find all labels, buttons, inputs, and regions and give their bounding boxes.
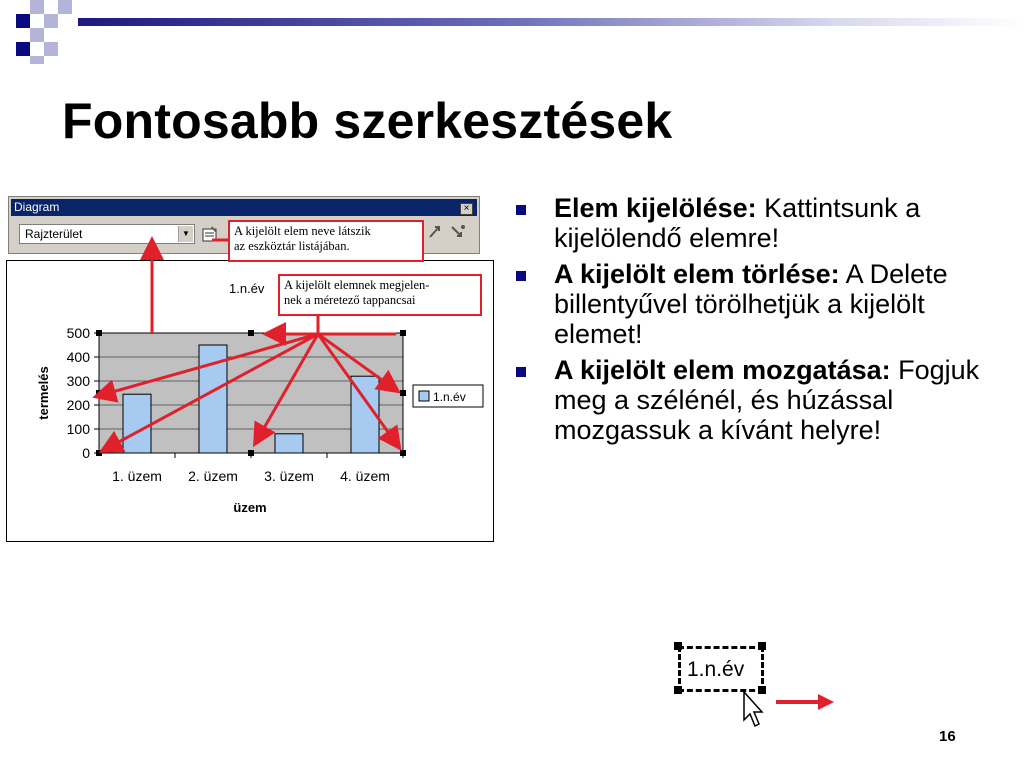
- decor-square-2: [30, 0, 44, 14]
- y-tick-label: 300: [66, 373, 90, 389]
- chart-title: 1.n.év: [229, 281, 265, 296]
- bullet-icon: [516, 271, 526, 281]
- callout-line: A kijelölt elemnek megjelen-: [284, 278, 430, 292]
- format-properties-button[interactable]: [199, 223, 221, 245]
- selection-handle[interactable]: [96, 390, 102, 396]
- bullet-text: Fogjuk meg a szélénél, és húzással mozgassuk a kívánt helyre!: [554, 355, 980, 445]
- list-item: [514, 259, 994, 349]
- selection-handle[interactable]: [248, 330, 254, 336]
- mouse-pointer-icon: [744, 692, 762, 726]
- bar[interactable]: [275, 434, 303, 453]
- handles-callout: [278, 274, 482, 316]
- x-tick-label: 2. üzem: [188, 468, 238, 484]
- bullet-icon: [516, 205, 526, 215]
- decor-square-4: [58, 0, 72, 14]
- chart-object-combo[interactable]: [19, 224, 195, 244]
- selection-handle[interactable]: [400, 450, 406, 456]
- selection-handle[interactable]: [96, 450, 102, 456]
- decor-square-3: [44, 14, 58, 28]
- toolbar-list-callout: [228, 220, 424, 262]
- x-tick-label: 1. üzem: [112, 468, 162, 484]
- list-item: [514, 193, 994, 253]
- list-item: [514, 355, 994, 445]
- y-tick-label: 200: [66, 397, 90, 413]
- selection-handle[interactable]: [400, 390, 406, 396]
- bullet-icon: [516, 367, 526, 377]
- decor-square-5: [30, 28, 44, 42]
- decor-square-7: [44, 42, 58, 56]
- decor-square-1: [16, 14, 30, 28]
- x-tick-label: 3. üzem: [264, 468, 314, 484]
- bullet-text: A Delete billentyűvel törölhetjük a kijelölt elemet!: [554, 259, 948, 349]
- callout-line: nek a méretező tappancsai: [284, 293, 416, 307]
- drag-label: 1.n.év: [687, 658, 745, 681]
- angle-text-icon[interactable]: [427, 223, 443, 245]
- selection-handle[interactable]: [248, 450, 254, 456]
- page-number: 16: [939, 728, 956, 745]
- toolbar-titlebar[interactable]: [11, 199, 477, 216]
- slide-title: Fontosabb szerkesztések: [62, 93, 673, 149]
- bullet-text: Kattintsunk a kijelölendő elemre!: [554, 193, 921, 253]
- y-axis-label: termelés: [36, 366, 51, 420]
- chevron-down-icon[interactable]: ▼: [178, 226, 193, 242]
- y-tick-label: 0: [82, 445, 90, 461]
- x-axis-label: üzem: [233, 500, 267, 515]
- bullet-heading: Elem kijelölése:: [554, 193, 757, 223]
- cursor-and-arrow: [672, 640, 842, 730]
- bar[interactable]: [351, 376, 379, 453]
- bullet-heading: A kijelölt elem törlése:: [554, 259, 840, 289]
- bullet-list: [514, 193, 994, 451]
- y-tick-label: 400: [66, 349, 90, 365]
- bullet-heading: A kijelölt elem mozgatása:: [554, 355, 891, 385]
- angle-text-down-icon[interactable]: [449, 223, 467, 245]
- x-tick-label: 4. üzem: [340, 468, 390, 484]
- selection-handle[interactable]: [96, 330, 102, 336]
- legend-swatch: [419, 391, 429, 401]
- combo-value: Rajzterület: [25, 227, 83, 241]
- drag-example: [672, 640, 842, 730]
- close-button[interactable]: ×: [460, 203, 473, 215]
- bar[interactable]: [199, 345, 227, 453]
- y-tick-label: 500: [66, 325, 90, 341]
- callout-line: az eszköztár listájában.: [234, 239, 350, 253]
- callout-line: A kijelölt elem neve látszik: [234, 224, 371, 238]
- y-tick-label: 100: [66, 421, 90, 437]
- legend-label: 1.n.év: [433, 390, 466, 404]
- decor-square-6: [16, 42, 30, 56]
- decor-square-8: [30, 56, 44, 64]
- selection-handle[interactable]: [400, 330, 406, 336]
- format-icon: [200, 224, 220, 244]
- title-gradient-bar: [78, 18, 1024, 26]
- toolbar-title: Diagram: [14, 200, 60, 214]
- bar[interactable]: [123, 394, 151, 453]
